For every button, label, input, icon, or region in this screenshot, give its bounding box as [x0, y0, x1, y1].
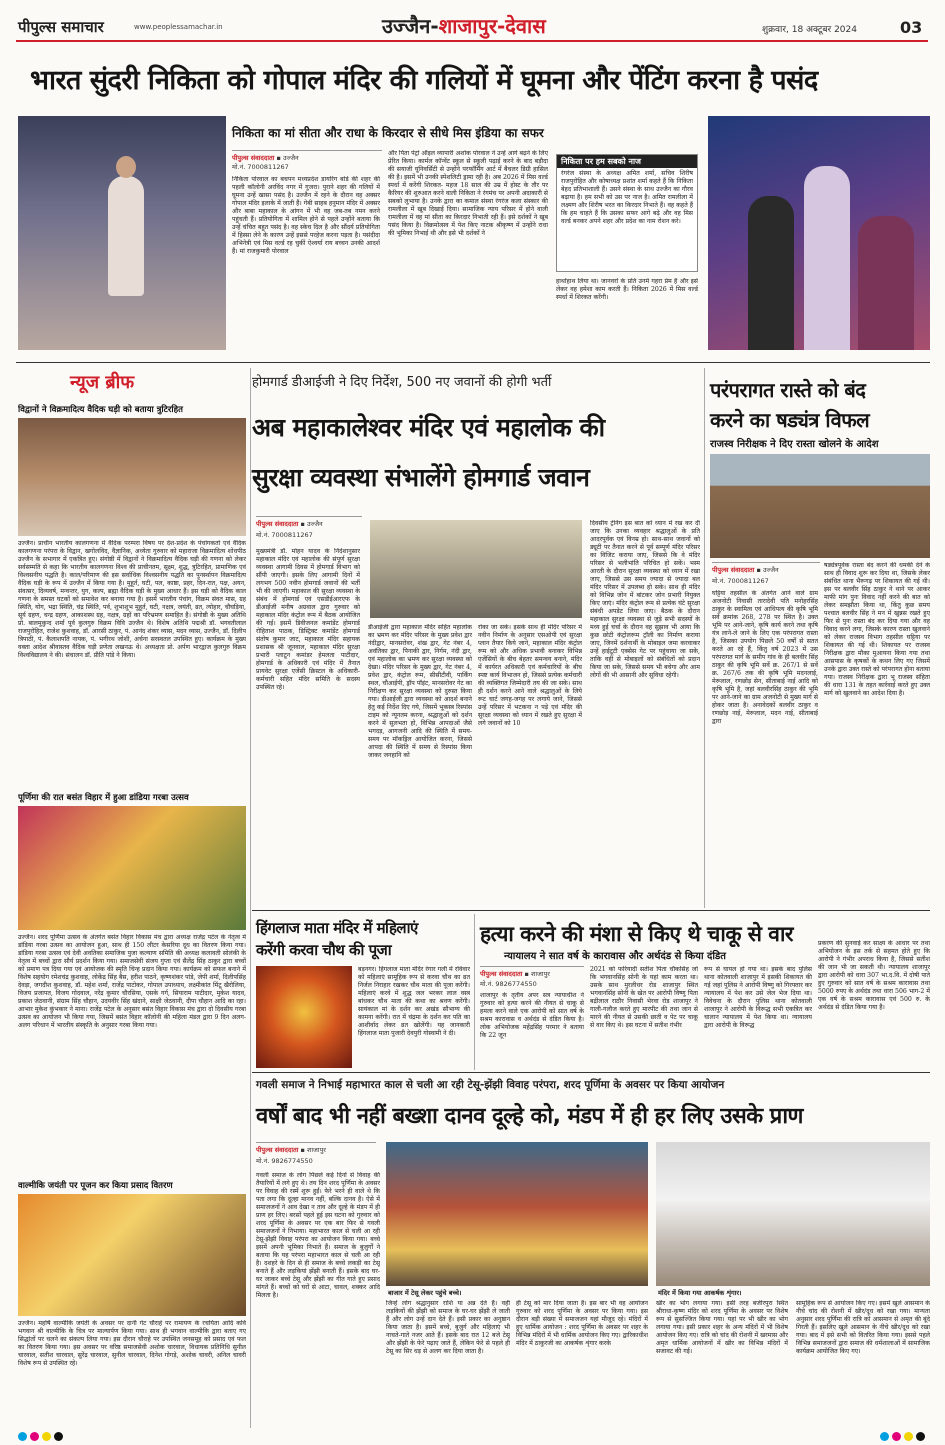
bottom-caption-1: बाजार में टेसू लेकर पहुंचे बच्चे। — [388, 1289, 462, 1297]
divider-road — [704, 368, 705, 908]
divider-2 — [252, 910, 930, 911]
road-field-photo — [710, 454, 930, 558]
masthead-rule — [16, 40, 928, 42]
nikita-figure — [804, 166, 850, 350]
bottom-mobile: मो.नं. 9826774550 — [256, 1157, 313, 1165]
bottom-market-photo — [386, 1142, 648, 1286]
homeguard-headline-2: सुरक्षा व्यवस्था संभालेंगे होमगार्ड जवान — [252, 463, 590, 492]
father-figure — [748, 196, 794, 350]
byline-name: पीपुल्स संवाददाता — [256, 1146, 299, 1154]
lead-mobile: मो.नं. 7000811267 — [232, 163, 289, 171]
lead-col-2: और पिता पेट्रो ऑइल व्यापारी अशोक पोरवाल ने उन्हें आगे बढ़ने के लिए प्रेरित किया। कार्मल कॉन्वेंट स्कूल से स्कूली पढ़ाई करने के बाद बड़ौदा की सयाजी यूनिवर्सिटी से उन्होंने परफॉर्मिंग आर्ट में बैचलर डिग्री हासिल की है। इसमें भी उनकी स्पेशलिटी ड्रामा रही है। अब 2026 में मिस वर्ल्ड स्पर्धा में करेंगी शिरकत- महज 18 साल की उम्र में होस्ट के तौर पर कैरियर की शुरुआत करने वाली निकिता ने रंगमंच पर अपनी अदाकारी से सबको लुभाया है। उनके द्वारा का कमाल संस्था रंगरंज कला संस्कार की रामलीला में खूब दिखाई दिया। सामाजिक न्याय परिसर में होने वाली रामलीला में वह मां सीता का किरदार निभाती रही हैं। इसे दर्शकों ने खूब पसंद किया है। विक्रमोत्सव में पेश किए नाटक श्रीकृष्ण में उन्होंने राधा की भूमिका निभाई थी और इसे भी दर्शकों ने — [388, 150, 548, 237]
hinglaj-text: बड़नगर। हिंगलाज माता मंदिर रंगार गली में रविवार को महिलाएं सामूहिक रूप से करवा चौथ का व्रत निर्जल निराहार रखकर चौथ माता की पूजा करेंगी। महिलाएं करवे में शुद्ध जल भरकर लाल वस्त्र बांधकर चौथ माता की कथा का श्रवण करेंगी। सायंकाल मां के दर्शन कर अखंड सौभाग्य की कामना करेंगी। रात में चंद्रमा के दर्शन कर पति का आशीर्वाद लेकर व्रत खोलेंगी। यह जानकारी हिंगलाज माता पुजारी देवपुरी गोस्वामी ने दी। — [358, 966, 470, 1037]
byline-place: उज्जैन — [762, 566, 779, 574]
masthead-brand: पीपुल्स समाचार — [18, 18, 104, 36]
lead-col-1: निकिता पोरवाल का बचपन मध्यप्रदेश डायरिंग बोर्ड की शहर की पहली कॉलोनी अरविंद नगर में गुजरा। पुराने शहर की गलियों में घूमना उन्हें खासा पसंद है। उज्जैन में रहने के दौरान वह अक्सर गोपाल मंदिर इलाके में जाती हैं। गेबी साहब हनुमान मंदिर में अक्सर और बाबा महाकाल के आंगन में भी वह जब-तब नमन करने पहुंचती हैं। प्रतियोगिता में शामिल होने से पहले उन्होंने बताया कि उन्हें चंचित बहुत पसंद है। वह स्केच दिल है और सौंदर्य प्रतियोगिता में हिस्सा लेने के कारण उन्हें इससे परहेज करना पड़ता है। पसंदीदा अभिनेत्री एवं मिस वर्ल्ड रह चुकीं ऐश्वर्या राय बच्चन उनकी आदर्श हैं। मां राजकुमारी पोरवाल — [232, 176, 380, 255]
homeguard-col-2: डीआईजी द्वारा महाकाल मंदिर सहित महालोक का भ्रमण कर मंदिर परिसर के मुख्य प्रवेश द्वार नंदीद्वार, मानसरोवर, शंख द्वार, गेट नंबर 4, अवंतिका द्वार, पिनाकी द्वार, निर्गम, नंदी द्वार, एवं महालोक का भ्रमण कर सुरक्षा व्यवस्था को देखा। मंदिर परिसर के मुख्य द्वार, गेट नंबर 4, प्रवेश द्वार, कंट्रोल रूम, सीसीटीवी, पार्किंग स्थल, चौआईपी, ड्रॉप पॉइंट, मानसरोवर गेट का निरीक्षण कर सुरक्षा व्यवस्था को दुरुस्त किया गया। डीआईजी द्वारा व्यवस्था को आदर्श बनाने हेतु कई निर्देश दिए गये, जिसमें भूकस्त्र रिस्पांस टाइम को न्यूनतम करना, श्रद्धालुओं को दर्शन करने में सुलभता हो, विभिन्न आपदाओं जैसे भगदड़, आगजनी आदि की स्थिति में समय-समय पर मॉकड्रिल आयोजित करना, जिससे आपदा की स्थिति में समय से रिस्पांस किया जाकर जनहानि को — [368, 624, 472, 759]
mother-figure — [858, 216, 914, 350]
homeguard-meeting-photo — [370, 520, 582, 618]
road-col-2: षड्यंत्रपूर्वक रास्ता बंद करने की धमकी देने के साथ ही विवाद शुरू कर दिया था, जिसके लेकर संबंधित थाना भैरूगढ़ पर शिकायत की गई थी। इस पर बलवीर सिंह ठाकुर ने थाने पर आकर माफी मांग पुनः विवाद नहीं करने की बात को लेकर समझौता किया था, किंतु कुछ समय पश्चात बलवीर सिंह ने मन में खुन्नस रखते हुए फिर से पुनः रास्ता बंद कर दिया गया और वह विवाद करने लगा, जिसके कारण रास्ता खुलवाने को लेकर राजस्व विभाग तहसील घट्टिया पर शिकायत की गई थी। शिकायत पर राजस्व निरीक्षक द्वारा मौका मुआयना किया गया तथा आसपास के कृषकों के कथन लिए गए जिसमें उनके द्वारा उक्त रास्ते को परंपरागत होना बताया गया। राजस्व निरीक्षक द्वारा भू राजस्व संहिता की धारा 131 के तहत कार्रवाई करते हुए उक्त मार्ग को खुलवाने का आदेश दिया है। — [824, 562, 930, 697]
divider-3 — [252, 1072, 930, 1073]
byline-place: शाजापुर — [530, 970, 550, 978]
registration-cyan-right — [880, 1432, 889, 1441]
brief-2-head: पूर्णिमा की रात बसंत विहार में हुआ डांडिया गरबा उत्सव — [18, 793, 189, 803]
bottom-col-3: ही टेसू को मार दिया जाता है। इस बार भी वह आयोजन गुरुवार को शरद पूर्णिमा के अवसर पर किया गया। इस दौरान बड़ी संख्या में समाजजन यहां मौजूद रहे। मंदिरों में हुए धार्मिक आयोजन : शरद पूर्णिमा के अवसर पर शहर के विभिन्न मंदिरों में भी धार्मिक आयोजन किए गए। द्वारिकाधीश मंदिर में ठाकुरजी का आकर्षक शृंगार करके — [516, 1300, 648, 1347]
road-headline-2: करने का षड्यंत्र विफल — [710, 408, 870, 432]
page-number: 03 — [900, 18, 923, 37]
byline-name: पीपुल्स संवाददाता — [480, 970, 523, 978]
pull-text: रंगरंज संस्था के अध्यक्ष अमित शर्मा, सचिव शिरीष राजपुरोहित और कोषाध्यक्ष प्रशांत शर्मा कहते हैं कि निकिता बेहद प्रतिभाशाली हैं। उसने संस्था के साथ उज्जैन का गौरव बढ़ाया है। हम सभी को उस पर नाज है। अमित रामलीला में लक्ष्मण और शिरीष भरत का किरदार निभाते हैं। वह कहते हैं कि हम चाहते हैं कि उसका सफर आगे बढ़े और वह मिस वर्ल्ड बनकर अपने शहर और प्रदेश का नाम रोशन करे। — [561, 170, 693, 225]
homeguard-col-3: रोका जा सके। इसके साथ ही मंदिर परिसर में नवीन निर्माण के अनुसार एसओपी एवं सुरक्षा प्लान तैयार किये जाने, महाकाल मंदिर कंट्रोल रूम को और अधिक प्रभावी बनाकर विभिन्न एजेंसियों के बीच बेहतर समन्वय बनाने, मंदिर में कार्यरत अधिकारी एवं कर्मचारियों के बीच स्पष्ट कार्य विभाजन हो, जिससे प्रत्येक कर्मचारी की व्यक्तिगत जिम्मेदारी तय की जा सके। साथ ही दर्शन करने आने वाले श्रद्धालुओं के लिये रूट चार्ट जगह-जगह पर लगाये जाने, जिससे उन्हें परिसर में भटकना न पड़े एवं मंदिर की सुरक्षा व्यवस्था को ध्यान में रखते हुए सुरक्षा में लगे जवानों को 10 — [478, 624, 582, 727]
registration-magenta — [30, 1432, 39, 1441]
brief-1-photo — [18, 418, 246, 536]
hinglaj-headline-1: हिंगलाज माता मंदिर में महिलाएं — [256, 919, 418, 937]
lead-subhead: निकिता का मां सीता और राधा के किरदार से सीधे मिस इंडिया का सफर — [232, 126, 544, 140]
road-byline: पीपुल्स संवाददाता ▪ उज्जैन — [712, 562, 820, 574]
knife-headline: हत्या करने की मंशा से किए थे चाकू से वार — [480, 922, 793, 946]
registration-magenta-right — [892, 1432, 901, 1441]
homeguard-col-1: मुख्यमंत्री डॉ. मोहन यादव के निर्देशानुसार महाकाल मंदिर एवं महालोक की संपूर्ण सुरक्षा व्यवस्था आगामी दिवस में होमगार्ड विभाग को सौंपी जाएगी। इसके लिए आगामी दिनों में लगभग 500 नवीन होमगार्ड जवानों की भर्ती भी की जाएगी। महाकाल की सुरक्षा व्यवस्था के संबंध में होमगार्ड एवं एसडीईआरएफ के डीआईजी मनीष अग्रवाल द्वारा गुरुवार को महाकाल मंदिर कंट्रोल रूम में बैठक आयोजित की गई। इसमें डिवीजनल कमांडेंट होमगार्ड रोहिताश पाठक, डिस्ट्रिक्ट कमांडेंट होमगार्ड संतोष कुमार जाट, महाकाल मंदिर सहायक प्रशासक श्री जूनवाल, महाकाल मंदिर सुरक्षा प्रभारी प्लाटून कमांडर हेमलता पाटीदार, होमगार्ड के अधिकारी एवं मंदिर में तैनात प्रायवेट सुरक्षा एजेंसी क्रिस्टल के अधिकारी-कर्मचारी सहित मंदिर समिति के सदस्य उपस्थित रहे। — [256, 548, 360, 691]
nikita-crowning-photo — [18, 116, 226, 350]
face — [116, 156, 136, 178]
brief-3-photo — [18, 1194, 246, 1316]
bottom-kicker: गवली समाज ने निभाई महाभारत काल से चली आ रही टेसू-झेंझी विवाह परंपरा, शरद पूर्णिमा के अवसर पर किया आयोजन — [256, 1079, 725, 1091]
knife-col-2: 2021 को फरियादी सतीश पिता चौकसिंह जो कि भगवानसिंह सोनी के यहां काम करता था। उसके साथ मुरलीधर रोड शाजापुर स्थित भगवानसिंह सोनी के खेत पर आरोपी विष्णु पिता बद्रीलाल राठौर निवासी भेरवा रोड शाजापुर ने गाली-गलौज करते हुए मारपीट की तथा जान से मारने की नीयत से उसकी छाती व पेट पर चाकू से वार किए थे। इस घटना में सतीश गंभीर — [590, 966, 698, 1029]
hinglaj-headline-2: करेंगी करवा चौथ की पूजा — [256, 941, 392, 959]
bottom-col-5: सामूहिक रूप से आयोजन किए गए। इसमें खुले आसमान के नीचे चांद की रोशनी में खीर/दूध को रखा गया। मान्यता अनुसार शरद पूर्णिमा की रात्रि को आसमान से अमृत की बूंदे गिरती हैं। इसलिए खुले आसमान के नीचे खीर/दूध को रखा गया। बाद में इसे सभी को वितरित किया गया। इससे पहले विभिन्न समाजजनों द्वारा समाज की धर्मशालाओं में सामाजिक कार्यक्रम आयोजित किए गए। — [796, 1300, 930, 1355]
divider-1 — [16, 362, 930, 363]
nikita-family-photo — [708, 116, 930, 350]
brief-2-photo — [18, 806, 246, 930]
registration-black — [54, 1432, 63, 1441]
brief-1-head: विद्वानों ने विक्रमादित्य वैदिक घड़ी को बताया त्रुटिरहित — [18, 405, 183, 415]
news-brief-title: न्यूज ब्रीफ — [70, 372, 135, 393]
bottom-byline: पीपुल्स संवाददाता ▪ शाजापुर — [256, 1142, 376, 1154]
edition-region: शाजापुर-देवास — [438, 14, 546, 38]
masthead-website[interactable]: www.peoplessamachar.in — [134, 23, 223, 31]
byline-place: उज्जैन — [306, 520, 323, 528]
knife-byline: पीपुल्स संवाददाता ▪ शाजापुर — [480, 966, 584, 978]
bottom-headline: वर्षों बाद भी नहीं बख्शा दानव दूल्हे को, मंडप में ही हर लिए उसके प्राण — [256, 1104, 803, 1129]
knife-mobile: मो.नं. 9826774550 — [480, 980, 537, 988]
brief-3-text: उज्जैन। महर्षि वाल्मीकि जयंती के अवसर पर दानी गेट चौराहे पर रामायण के रचयिता आदि कवि भगवान श्री वाल्मीकि के चित्र पर माल्यार्पण किया गया। साथ ही भगवान वाल्मीकि द्वारा बताए गए सिद्धांतों पर चलने का संकल्प लिया गया। इस दौरान चौराहे पर उपस्थित जनसमूह को प्रसाद एवं फल का वितरण किया गया। इस अवसर पर वरिष्ठ समाजसेवी अशोक चारवाल, विधायक प्रतिनिधि सुनील चारवाल, सतीश चारवाल, सुरेंद्र चारवाल, सुनील चारवाल, दिनेश गोगड़े, अशोक चावरी, अनिल चावरी विशेष रूप से उपस्थित रहे। — [18, 1320, 246, 1367]
homeguard-mobile: मो.नं. 7000811267 — [256, 531, 313, 539]
bottom-temple-photo — [656, 1142, 930, 1286]
registration-black-right — [916, 1432, 925, 1441]
knife-col-4: प्रकरण की सुनवाई कर साक्ष्य के आधार पर तथा अभियोजन के इस तर्क से सहमत होते हुए कि आरोपी ने गंभीर अपराध किया है, जिससे सतीश की जान भी जा सकती थी। न्यायालय शाजापुर द्वारा आरोपी को धारा 307 भा.द.वि. में दोषी पाते हुए गुरुवार को सात वर्ष के सश्रम कारावास तथा 5000 रुपए के अर्थदंड तथा धारा 506 भाग-2 में एक वर्ष के सश्रम कारावास एवं 500 रु. के अर्थदंड से दंडित किया गया है। — [818, 940, 930, 1011]
hinglaj-deity-photo — [256, 966, 352, 1068]
bottom-col-4: खीर का भोग लगाया गया। इसी तरह बजीरपुरा स्थित श्रीराधा-कृष्ण मंदिर को शरद पूर्णिमा के अवसर पर विशेष रूप से सुसज्जित किया गया। यहां पर भी खीर का भोग लगाया गया। इसी प्रकार शहर के अन्य मंदिरों में भी विशेष आयोजन किए गए। रात्रि को चांद की रोशनी में खरमास और अमृत धार्मिक आयोजनों में खीर का विभिन्न मंदिरों में सजावट की गई। — [656, 1300, 788, 1355]
road-col-1: घट्टिया तहसील के अंतर्गत आने वाले ग्राम अजनोटी निवासी तारादेवी पति मनोहरसिंह ठाकुर के स्वामित्व एवं आधिपत्य की कृषि भूमि सर्वे क्रमांक 268, 278 पर स्थित है। उक्त भूमि पर आने-जाने, कृषि कार्य करने तथा कृषि यंत्र लाने-ले जाने के लिए एक परंपरागत रास्ता है, जिसका उपयोग पिछले 50 वर्षों से सतत करते आ रहे हैं, किंतु वर्ष 2023 में उस परंपरागत मार्ग के समीप गांव के ही बलवीर सिंह ठाकुर की कृषि भूमि सर्वे क्र. 267/1 से सर्वे क्र. 267/6 तक की कृषि भूमि मदनलाई, मेरूलाल, रणछोड़ सेन, सीताबाई नाई आदि को कृषि भूमि है, जहां बलवीरसिंह ठाकुर की भूमि पर आने-जाने का ग्राम अजनोटी से मुख्य मार्ग से होकर जाता है। अनावेदकों बलवीर ठाकुर व रणछोड़ नाई, मेरूलाल, मदन नाई, सीताबाई द्वारा — [712, 590, 818, 725]
lead-tail: हाथोंहाथ लिया था। जानवरों के प्रति उनमें गहरा प्रेम है और इसे लेकर वह हमेशा काम करती हैं। निकिता 2026 में मिस वर्ल्ड स्पर्धा में शिरकत करेंगी। — [556, 278, 698, 301]
road-subhead: राजस्व निरीक्षक ने दिए रास्ता खोलने के आदेश — [710, 439, 879, 450]
homeguard-headline-1: अब महाकालेश्वर मंदिर एवं महालोक की — [252, 413, 605, 442]
divider-hinglaj — [474, 914, 475, 1070]
byline-place: उज्जैन — [282, 154, 299, 162]
registration-cyan — [18, 1432, 27, 1441]
masthead-edition — [382, 12, 546, 39]
road-headline-1: परंपरागत रास्ते को बंद — [710, 378, 866, 402]
byline-name: पीपुल्स संवाददाता — [712, 566, 755, 574]
divider-brief — [250, 368, 251, 1428]
masthead-date: शुक्रवार, 18 अक्टूबर 2024 — [762, 25, 857, 35]
byline-place: शाजापुर — [306, 1146, 326, 1154]
lead-pull-box — [556, 154, 698, 272]
knife-col-3: रूप से घायल हो गया था। इसके बाद पुलिस थाना कोतवाली शाजापुर में इसकी शिकायत की गई जहां पुलिस ने आरोपी विष्णु को गिरफ्तार कर न्यायालय में पेश कर उसे जेल भेज दिया था। विवेचना के दौरान पुलिस थाना कोतवाली शाजापुर ने आरोपी के विरूद्ध सभी एकत्रित कर चालान न्यायालय में पेश किया था। न्यायालय द्वारा आरोपी के विरूद्ध — [704, 966, 812, 1029]
gown-figure — [108, 176, 144, 296]
homeguard-col-4: दिवसीय ट्रेनिंग इस बात को ध्यान में रख कर दी जाए कि उनका व्यवहार श्रद्धालुओं के प्रति आदरपूर्वक एवं विनम्र हो। साथ-साथ जवानों को ड्यूटी पर तैनात करने से पूर्व सम्पूर्ण मंदिर परिसर का विजिट कराया जाए, जिससे कि वे मंदिर परिसर से भलीभांति परिचित हो सकें। भस्म आरती के दौरान सुरक्षा व्यवस्था को ध्यान में रखा जाए, जिससे उस समय ज्यादा से ज्यादा बल मंदिर परिसर में उपलब्ध हो सके। साथ ही मंदिर को विभिन्न जोन में बांटकर जोन प्रभारी नियुक्त किए जाएं। मंदिर कंट्रोल रूम से प्रत्येक घंटे सुरक्षा संबंधी अपडेट लिया जाए। बैठक के दौरान महाकाल सुरक्षा व्यवस्था से जुड़े सभी सदस्यों के मध्य हुई चर्चा के दौरान वह सुझाव भी आया कि कुछ छोटी कंट्रोलरूम ट्रॉली का निर्माण कराया जाए, जिनमें दर्शनार्थी के मोबाइल जमा करवाकर उन्हें हाईटूटी एक्सेस गेट पर पहुंचाया जा सके, ताकि वहीं से मोबाइलों को संबंधितों को प्रदान किया जा सके, जिससे समय भी बचेगा और आम लोगों की भी आसानी और सुविधा रहेगी। — [590, 520, 700, 679]
bottom-caption-2: मंदिर में किया गया आकर्षक शृंगार। — [658, 1289, 742, 1297]
brief-1-text: उज्जैन। प्राचीन भारतीय कालगणना में वैदिक परम्परा विषय पर देश-प्रदेश के पंचांगकर्ता एवं वैदिक कालगणना परंपरा के विद्वान, खगोलविद, वैज्ञानिक, अध्येता गुरुवार को महाराजा विक्रमादित्य शोधपीठ उज्जैन के सभागार में एकत्रित हुए। संगोष्ठी में विद्वानों ने विक्रमादित्य वैदिक घड़ी की गणना को लेकर सर्वसम्मति से कहा कि भारतीय कालगणना विश्व की प्राचीनतम, सूक्ष्म, शुद्ध, त्रुटिरहित, प्रामाणिक एवं विश्वसनीय पद्धति है। काल/परिमाण की इस सर्वाधिक विश्वसनीय पद्धति का पुनर्स्थापन विक्रमादित्य वैदिक घड़ी के रूप में उज्जैन में किया गया है। मुहूर्त, घटी, पल, काष्ठा, प्रहर, दिन-रात, पक्ष, अयन, संवत्सर, दिव्यवर्ष, मन्वन्तर, युग, कल्प, ब्रह्मा वैदिक घड़ी के मुख्य आधार हैं। इस घड़ी को वैदिक काल गणना के समस्त घटकों को समावेश कर बनाया गया है। इसमें भारतीय पंचांग, विक्रम संवत मास, ग्रह स्थिति, योग, भद्रा स्थिति, चंद्र स्थिति, पर्व, शुभाशुभ मुहूर्त, घटी, नक्षत्र, जयंती, व्रत, त्योहार, चौघड़िया, सूर्य ग्रहण, चन्द्र ग्रहण, आकाशस्थ ग्रह, नक्षत्र, ग्रहों का परिभ्रमण समाहित है। संगोष्ठी के मुख्य अतिथि प्रो. बालमुकुन्द शर्मा पूर्व कुलगुरु विक्रम विवि उज्जैन थे। विशेष अतिथि पद्मश्री डॉ. भगवतीलाल राजपुरोहित, राजेश कुशवाह, डॉ. आरसी ठाकुर, पं. आनंद शंकर व्यास, मदन व्यास, उज्जैन, डॉ. दिलीप त्रिपाठी, पं. कैलाशपति नायक, पं. भगीरथ जोशी, अर्चना सरस्वतल उपस्थित हुए। कार्यक्रम के मुख्य वक्ता आदेश श्रीवास्तव वैदिक घड़ी प्रणेता लखनऊ थे। अध्यक्षता प्रो. अर्पण भारद्वाज कुलगुरु विक्रम विश्वविद्यालय ने की। संचालन डॉ. प्रीति पांडे ने किया। — [18, 540, 246, 659]
registration-yellow-right — [904, 1432, 913, 1441]
bottom-col-1: गवली समाज के लोग पिछले कई दिनों से विवाह की तैयारियों में लगे हुए थे। तय दिन शरद पूर्णिमा के अवसर पर विवाह की रस्में शुरू हुईं। फेरे भरने ही वाले थे कि पता लगा कि दूल्हा मानव नहीं, बल्कि दानव है। ऐसे में समाजजनों ने आव देखा न ताव और दूल्हे के मंडप में ही प्राण हर लिए। बरसों पहले हुई इस घटना को गुरुवार को शरद पूर्णिमा के अवसर पर एक बार फिर से गवली समाजजनों ने निभाया। महाभारत काल से चली आ रही टेसू-झेंझी विवाह परंपरा का आयोजन किया गया। बच्चे इसमें अपनी भूमिका निभाते हैं। समाज के बुजुर्गों ने बताया कि यह परंपरा महाभारत काल से चली आ रही है। दशहरे के दिन से ही समाज के बच्चे लकड़ी का टेसू बनाते हैं और लड़कियां झेंझी बनाती हैं। इसके बाद घर-घर जाकर बच्चे टेसू और झेंझी का गीत गाते हुए प्रसाद मांगते हैं। बच्चों को घरों से आटा, चावल, शक्कर आदि मिलता है। — [256, 1172, 380, 1299]
edition-city: उज्जैन- — [382, 14, 439, 38]
pull-title: निकिता पर हम सबको नाज — [557, 155, 697, 168]
byline-name: पीपुल्स संवाददाता — [256, 520, 299, 528]
registration-yellow — [42, 1432, 51, 1441]
brief-3-head: वाल्मीकि जयंती पर पूजन कर किया प्रसाद वितरण — [18, 1181, 173, 1191]
brief-2-text: उज्जैन। शरद पूर्णिमा उत्सव के अंतर्गत बसंत विहार विकास मंच द्वारा अध्यक्ष राजेंद्र पटेल के नेतृत्व में डांडिया गरबा उत्सव का आयोजन हुआ, साथ ही 150 लीटर केसरिया दूध का वितरण किया गया। डांडिया गरबा उत्सव एवं देवी अवतिका समाजिक पुजा कल्याण समिति की अध्यक्ष कलावती सोलंकी के नेतृत्व में बच्चों द्वारा सौर्य प्रदर्शन किया गया। समाजसेवी संजय गुप्ता एवं सैलेंद्र सिंह ठाकुर द्वारा बच्चों को प्रमाण पत्र दिया गया एवं आयोजक की स्मृति चिन्ह प्रदान किया गया। कार्यक्रम को सफल बनाने में विशेष सहयोग रमेशचंद्र कुशवाह, लोकेंद्र सिंह बैस, हरीश पाठने, कृष्णशंकर पांडे, जेपी शर्मा, दिलीपसिंह देवड़ा, जगदीश कुशवाह, डॉ. महेश शर्मा, राजेंद्र पाटोकर, गोपाल उपाध्याय, लक्ष्मीकांत मिंटू खैरोलिया, विजय प्रजापत, विजय गोदवाल, नरेंद्र कुमार चौरसिया, एसके गर्ग, सियाराम पाटीदार, मुकेश यादव, प्रकाश जेठवानी, संग्राम सिंह चौहान, उदयवीर सिंह खंदाने, साक्षी जेठवानी, दीपा चौहान आदि का रहा। आभार मुकेश कुंभकार ने माना। राजेंद्र पटेल के अनुसार बसंत विहार विकास मंच द्वारा दो दिवसीय गरबा उत्सव का आयोजन भी किया गया, जिसमें बसंत विहार कॉलोनी की महिला मंडल द्वारा 9 दिन अलग-अलग परिधान में भारतीय संस्कृति के अनुसार गरबा किया गया। — [18, 934, 246, 1029]
lead-byline: पीपुल्स संवाददाता ▪ उज्जैन — [232, 150, 382, 162]
bottom-col-2: जिन्हें लोग श्रद्धानुसार राशि या अन्न देते हैं। वहीं लड़कियों की झेंझी को समाज के घर-घर झेंझी ले जाती हैं और लोग उन्हें दान देते हैं। इसी प्रकार का अनुष्ठान किया जाता है। इसमें बच्चे, बुजुर्ग और महिलाएं भी नाचते-गाते नजर आते हैं। इसके बाद रात 12 बजे टेसू और झेंझी के फेरे पढ़ाए जाते हैं, लेकिन फेरे से पहले ही टेसू का सिर धड़ से अलग कर दिया जाता है। — [386, 1300, 510, 1355]
knife-subhead: न्यायालय ने सात वर्ष के कारावास और अर्थदंड से किया दंडित — [504, 951, 726, 962]
byline-name: पीपुल्स संवाददाता — [232, 154, 275, 162]
homeguard-kicker: होमगार्ड डीआईजी ने दिए निर्देश, 500 नए जवानों की होगी भर्ती — [252, 375, 552, 390]
knife-col-1: शाजापुर के तृतीय अपर सत्र न्यायाधीश ने गुरुवार को हत्या करने की नीयत से चाकू से हमला करने वाले एक आरोपी को सात वर्ष के सश्रम कारावास व अर्थदंड से दंडित किया है। लोक अभियोजक महेंद्रसिंह परमार ने बताया कि 22 जून — [480, 992, 584, 1039]
lead-headline: भारत सुंदरी निकिता को गोपाल मंदिर की गलियों में घूमना और पेंटिंग करना है पसंद — [30, 65, 818, 96]
homeguard-byline: पीपुल्स संवाददाता ▪ उज्जैन — [256, 516, 362, 528]
road-mobile: मो.नं. 7000811267 — [712, 577, 769, 585]
